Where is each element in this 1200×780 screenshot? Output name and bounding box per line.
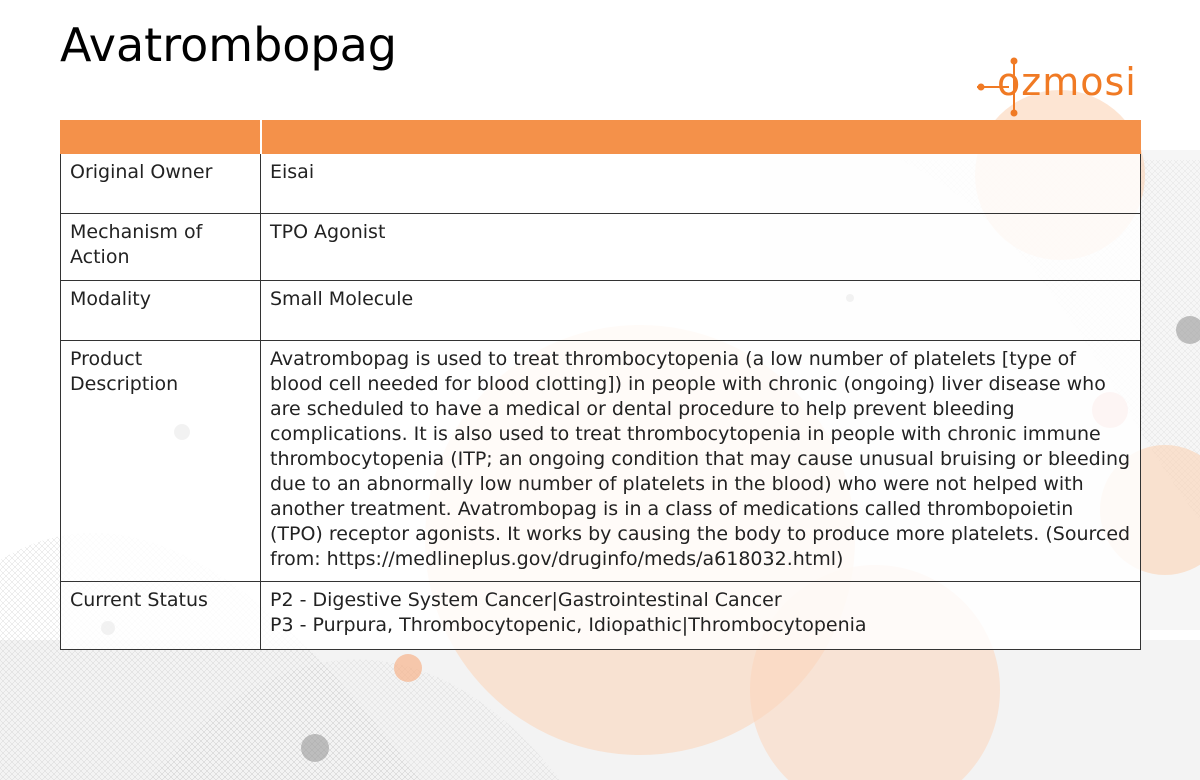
row-label: Current Status [61,582,261,650]
row-label: Original Owner [61,154,261,214]
page-title: Avatrombopag [60,18,398,72]
row-value: Eisai [261,154,1141,214]
product-description-text: Avatrombopag is used to treat thrombocytopenia (a low number of platelets [type of blood cell needed for blood clotting]) in people with chronic (ongoing) liver disease who are scheduled to have a medical or dental procedure to help prevent bleeding complications. It is also used to treat thrombocytopenia in people with chronic immune thrombocytopenia (ITP; an ongoing condition that may cause unusual bruising or bleeding due to an abnormally low number of platelets in the blood) who were not helped with another treatment. Avatrombopag is in a class of medications called thrombopoietin (TPO) receptor agonists. It works by causing the body to produce more platelets. (Sourced from: https://medlineplus.gov/druginfo/meds/a618032.html) [261,341,1141,582]
row-label: Modality [61,281,261,341]
row-value: TPO Agonist [261,214,1141,281]
status-line: P3 - Purpura, Thrombocytopenic, Idiopathic|Thrombocytopenia [270,614,867,636]
row-value: Small Molecule [261,281,1141,341]
table-row [61,214,1141,281]
status-value [261,582,1141,650]
header-cell-label [61,121,261,154]
header-cell-value [261,121,1141,154]
row-label: Product Description [61,341,261,582]
table-header-bar [61,121,1141,154]
product-info-table [60,120,1141,650]
status-line: P2 - Digestive System Cancer|Gastrointestinal Cancer [270,589,782,611]
row-label: Mechanism of Action [61,214,261,281]
table-row [61,154,1141,214]
logo-wordmark: ozmosi [997,60,1137,104]
table-row [61,582,1141,650]
table-row [61,341,1141,582]
table-row [61,281,1141,341]
ozmosi-logo [975,56,1145,118]
